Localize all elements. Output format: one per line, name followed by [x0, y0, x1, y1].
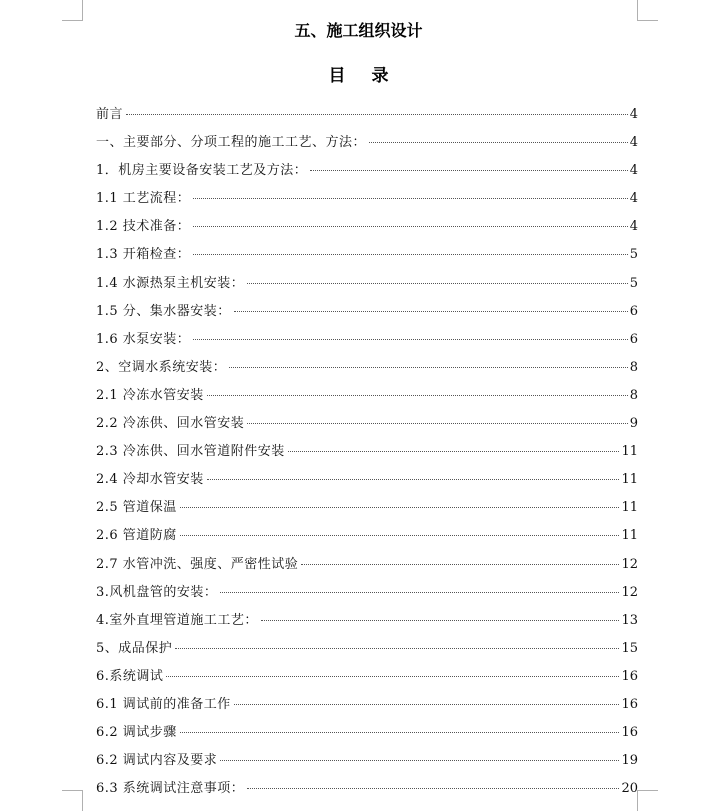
- toc-entry[interactable]: [96, 723, 638, 751]
- toc-entry[interactable]: [96, 133, 638, 161]
- toc-entry-page-number: 11: [621, 472, 638, 488]
- toc-dot-leader: [180, 535, 620, 536]
- toc-entry-page-number: 11: [621, 528, 638, 544]
- toc-entry[interactable]: [96, 555, 638, 583]
- toc-dot-leader: [288, 451, 620, 452]
- toc-entry-label: 4.室外直埋管道施工工艺：: [96, 612, 258, 628]
- toc-entry[interactable]: [96, 274, 638, 302]
- toc-entry-label: 2.4 冷却水管安装: [96, 472, 204, 488]
- toc-entry-label: 1.2 技术准备：: [96, 219, 191, 235]
- toc-entry-page-number: 9: [629, 416, 638, 432]
- toc-dot-leader: [247, 283, 627, 284]
- toc-entry-page-number: 5: [629, 247, 638, 263]
- toc-dot-leader: [175, 648, 619, 649]
- crop-mark-top-right: [637, 0, 658, 21]
- toc-entry-page-number: 12: [621, 584, 638, 600]
- toc-entry-page-number: 20: [621, 781, 638, 797]
- toc-entry-page-number: 4: [629, 191, 638, 207]
- table-of-contents: [96, 105, 638, 807]
- toc-dot-leader: [369, 142, 628, 143]
- toc-dot-leader: [301, 564, 619, 565]
- toc-entry-label: 1.4 水源热泵主机安装：: [96, 275, 245, 291]
- toc-entry-page-number: 16: [621, 696, 638, 712]
- toc-heading: 目 录: [328, 66, 399, 86]
- toc-entry-page-number: 4: [629, 107, 638, 122]
- toc-dot-leader: [180, 732, 620, 733]
- toc-dot-leader: [310, 170, 627, 171]
- toc-entry-page-number: 6: [629, 331, 638, 347]
- toc-entry-label: 1.6 水泵安装：: [96, 331, 191, 347]
- toc-entry[interactable]: [96, 667, 638, 695]
- toc-dot-leader: [193, 339, 627, 340]
- toc-entry-page-number: 11: [621, 500, 638, 516]
- toc-entry-page-number: 15: [621, 640, 638, 656]
- toc-entry[interactable]: [96, 583, 638, 611]
- toc-entry[interactable]: [96, 105, 638, 133]
- toc-entry[interactable]: [96, 414, 638, 442]
- toc-entry-page-number: 16: [621, 668, 638, 684]
- toc-entry[interactable]: [96, 217, 638, 245]
- toc-entry-label: 6.系统调试: [96, 668, 164, 684]
- toc-entry-page-number: 12: [621, 556, 638, 572]
- toc-entry[interactable]: [96, 470, 638, 498]
- toc-dot-leader: [261, 620, 620, 621]
- toc-entry-page-number: 4: [629, 135, 638, 151]
- toc-entry-page-number: 8: [629, 359, 638, 375]
- toc-entry-page-number: 6: [629, 303, 638, 319]
- toc-entry-page-number: 19: [621, 753, 638, 769]
- toc-entry-label: 2.5 管道保温: [96, 500, 177, 516]
- toc-entry-page-number: 5: [629, 275, 638, 291]
- toc-entry-page-number: 4: [629, 163, 638, 179]
- toc-entry[interactable]: [96, 245, 638, 273]
- toc-entry-page-number: 13: [621, 612, 638, 628]
- toc-entry-label: 6.2 调试内容及要求: [96, 753, 218, 769]
- toc-entry[interactable]: [96, 498, 638, 526]
- toc-entry-page-number: 4: [629, 219, 638, 235]
- toc-entry-label: 6.1 调试前的准备工作: [96, 696, 231, 712]
- toc-entry-label: 6.2 调试步骤: [96, 725, 177, 741]
- toc-entry-label: 一、主要部分、分项工程的施工工艺、方法：: [96, 135, 367, 151]
- toc-entry-label: 2、空调水系统安装：: [96, 359, 227, 375]
- toc-dot-leader: [220, 592, 619, 593]
- toc-dot-leader: [126, 114, 628, 115]
- toc-entry[interactable]: [96, 639, 638, 667]
- toc-dot-leader: [193, 226, 627, 227]
- toc-dot-leader: [180, 507, 620, 508]
- toc-entry-label: 1．机房主要设备安装工艺及方法：: [96, 163, 308, 179]
- toc-entry-label: 2.3 冷冻供、回水管道附件安装: [96, 444, 285, 460]
- toc-dot-leader: [247, 423, 627, 424]
- toc-entry[interactable]: [96, 189, 638, 217]
- toc-entry-label: 5、成品保护: [96, 640, 173, 656]
- toc-entry[interactable]: [96, 161, 638, 189]
- toc-entry-page-number: 16: [621, 725, 638, 741]
- toc-entry-page-number: 8: [629, 387, 638, 403]
- toc-entry-label: 2.7 水管冲洗、强度、严密性试验: [96, 556, 299, 572]
- toc-entry-label: 2.6 管道防腐: [96, 528, 177, 544]
- toc-dot-leader: [220, 760, 619, 761]
- toc-dot-leader: [193, 254, 627, 255]
- toc-entry[interactable]: [96, 751, 638, 779]
- toc-entry[interactable]: [96, 526, 638, 554]
- toc-entry-label: 6.3 系统调试注意事项：: [96, 781, 245, 797]
- toc-entry[interactable]: [96, 779, 638, 807]
- toc-entry[interactable]: [96, 695, 638, 723]
- toc-entry-page-number: 11: [621, 444, 638, 460]
- toc-entry[interactable]: [96, 611, 638, 639]
- toc-entry-label: 3.风机盘管的安装：: [96, 584, 218, 600]
- toc-dot-leader: [234, 704, 620, 705]
- toc-entry[interactable]: [96, 302, 638, 330]
- toc-entry-label: 2.1 冷冻水管安装: [96, 387, 204, 403]
- toc-dot-leader: [247, 788, 619, 789]
- toc-entry[interactable]: [96, 386, 638, 414]
- section-title: 五、施工组织设计: [294, 21, 423, 40]
- toc-dot-leader: [166, 676, 619, 677]
- toc-dot-leader: [229, 367, 627, 368]
- crop-mark-top-left: [62, 0, 83, 21]
- toc-entry-label: 1.1 工艺流程：: [96, 191, 191, 207]
- toc-entry[interactable]: [96, 442, 638, 470]
- toc-dot-leader: [207, 395, 628, 396]
- toc-dot-leader: [193, 198, 627, 199]
- toc-entry-label: 前言: [96, 107, 124, 122]
- toc-entry-label: 1.5 分、集水器安装：: [96, 303, 231, 319]
- crop-mark-bottom-left: [62, 790, 83, 811]
- toc-entry-label: 1.3 开箱检查：: [96, 247, 191, 263]
- toc-dot-leader: [234, 311, 628, 312]
- toc-dot-leader: [207, 479, 620, 480]
- toc-entry[interactable]: [96, 358, 638, 386]
- toc-entry[interactable]: [96, 330, 638, 358]
- crop-mark-bottom-right: [637, 790, 658, 811]
- toc-entry-label: 2.2 冷冻供、回水管安装: [96, 416, 245, 432]
